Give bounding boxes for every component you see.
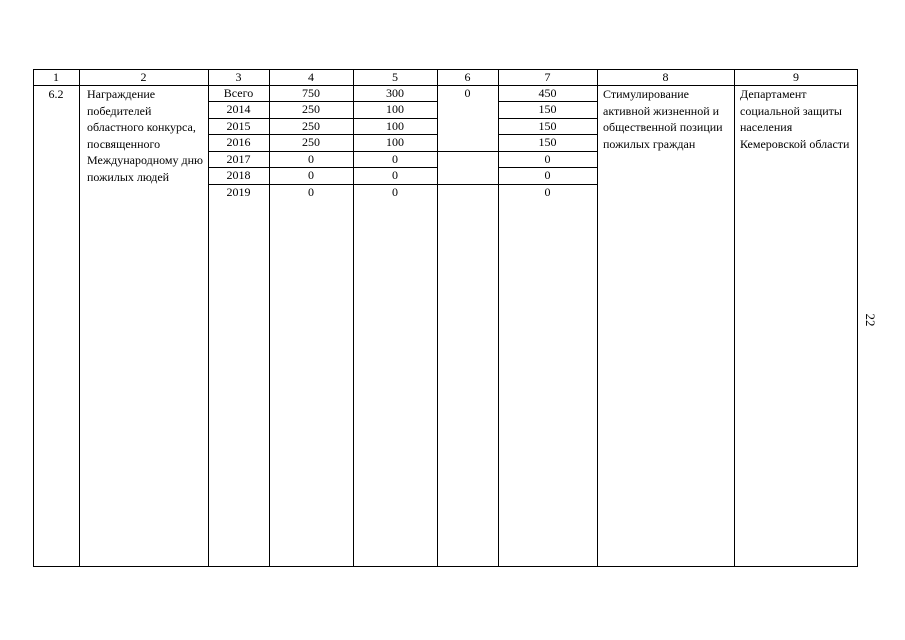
header-col-6: 6 — [464, 70, 471, 84]
page-number: 22 — [863, 313, 878, 327]
value-col4: 250 — [302, 102, 320, 116]
value-col4: 0 — [308, 168, 314, 182]
value-col5: 0 — [392, 152, 398, 166]
value-col7: 0 — [544, 168, 551, 182]
col-divider-5 — [437, 69, 438, 567]
col-divider-7 — [597, 69, 598, 567]
executor-text: Департамент социальной защиты населения Кемеровской области — [740, 87, 850, 151]
col-divider-8 — [734, 69, 735, 567]
value-col5: 0 — [392, 185, 398, 199]
value-col7: 0 — [544, 185, 551, 199]
header-col-3: 3 — [235, 70, 242, 84]
header-col-1: 1 — [53, 70, 59, 84]
value-col7: 150 — [538, 119, 557, 133]
value-col5: 100 — [386, 119, 404, 133]
value-col4: 250 — [302, 135, 320, 149]
value-col4: 0 — [308, 152, 314, 166]
col-divider-1 — [79, 69, 80, 567]
header-col-8: 8 — [662, 70, 669, 84]
value-col5: 300 — [386, 86, 404, 100]
year-cell: 2016 — [226, 135, 251, 149]
value-col5: 100 — [386, 102, 404, 116]
value-col5: 0 — [392, 168, 398, 182]
value-col7: 150 — [538, 135, 557, 149]
goal-text: Стимулирование активной жизненной и общественной позиции пожилых граждан — [603, 87, 723, 151]
year-cell: Всего — [223, 86, 254, 100]
year-cell: 2015 — [226, 119, 251, 133]
value-col4: 250 — [302, 119, 320, 133]
year-cell: 2018 — [226, 168, 251, 182]
year-cell: 2017 — [226, 152, 251, 166]
event-name: Награждение победителей областного конкурса, посвященного Международному дню пожилых людей — [87, 87, 204, 184]
value-col4: 750 — [302, 86, 320, 100]
header-col-5: 5 — [392, 70, 398, 84]
value-col7: 450 — [538, 86, 557, 100]
header-col-4: 4 — [308, 70, 314, 84]
year-cell: 2019 — [226, 185, 251, 199]
value-col7: 150 — [538, 102, 557, 116]
value-col5: 100 — [386, 135, 404, 149]
header-col-7: 7 — [544, 70, 551, 84]
header-col-2: 2 — [140, 70, 147, 84]
row-number: 6.2 — [48, 87, 64, 101]
value-col4: 0 — [308, 185, 314, 199]
header-col-9: 9 — [793, 70, 799, 84]
value-col7: 0 — [544, 152, 551, 166]
value-col6: 0 — [464, 86, 471, 100]
year-cell: 2014 — [226, 102, 251, 116]
